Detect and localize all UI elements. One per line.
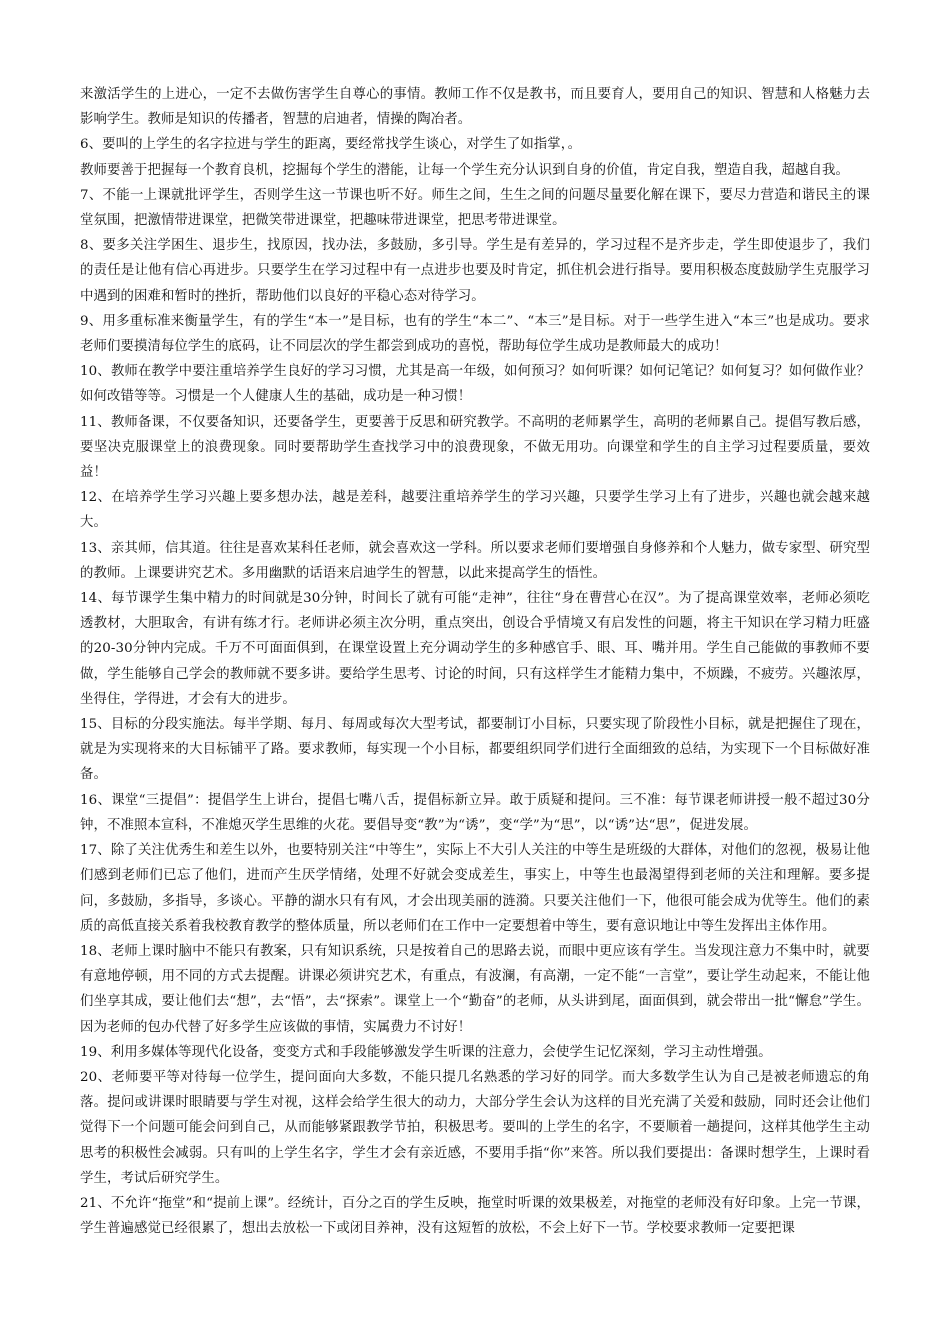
paragraph-item-17: 17、除了关注优秀生和差生以外，也要特别关注“中等生”，实际上不大引人关注的中等生是班级的大群体，对他们的忽视，极易让他们感到老师们已忘了他们，进而产生厌学情绪，处理不好就会变成差生，事实上，中等生也最渴望得到老师的关注和理解。要多提问，多鼓励，多指导，多谈心。平静的湖水只有有风，才会出现美丽的涟漪。只要关注他们一下，他很可能会成为优等生。他们的素质的高低直接关系着我校教育教学的整体质量，所以老师们在工作中一定要想着中等生，要有意识地让中等生发挥出主体作用。 <box>80 843 870 934</box>
paragraph-item-14: 14、每节课学生集中精力的时间就是30分钟，时间长了就有可能“走神”，往往“身在曹营心在汉”。为了提高课堂效率，老师必须吃透教材，大胆取舍，有讲有练才行。老师讲必须主次分明，重点突出，创设合乎情境又有启发性的问题，将主干知识在学习精力旺盛的20-30分钟内完成。千万不可面面俱到，在课堂设置上充分调动学生的多种感官手、眼、耳、嘴并用。学生自己能做的事教师不要做，学生能够自己学会的教师就不要多讲。要给学生思考、讨论的时间，只有这样学生才能精力集中，不烦躁，不疲劳。兴趣浓厚，坐得住，学得进，才会有大的进步。 <box>80 591 870 707</box>
paragraph-item-9: 9、用多重标准来衡量学生，有的学生“本一”是目标，也有的学生“本二”、“本三”是目标。对于一些学生进入“本三”也是成功。要求老师们要摸清每位学生的底码，让不同层次的学生都尝到成功的喜悦，帮助每位学生成功是教师最大的成功！ <box>80 313 870 355</box>
paragraph-item-19: 19、利用多媒体等现代化设备，变变方式和手段能够激发学生听课的注意力，会使学生记忆深刻，学习主动性增强。 <box>80 1044 772 1060</box>
paragraph-item-12: 12、在培养学生学习兴趣上要多想办法，越是差科，越要注重培养学生的学习兴趣，只要学生学习上有了进步，兴趣也就会越来越大。 <box>80 490 870 531</box>
paragraph-item-18: 18、老师上课时脑中不能只有教案，只有知识系统，只是按着自己的思路去说，而眼中更应该有学生。当发现注意力不集中时，就要有意地停顿，用不同的方式去提醒。讲课必须讲究艺术，有重点，有波澜，有高潮，一定不能“一言堂”，要让学生动起来，不能让他们坐享其成，要让他们去“想”，去“悟”，去“探索”。课堂上一个“勤奋”的老师，从头讲到尾，面面俱到，就会带出一批“懈怠”学生。因为老师的包办代替了好多学生应该做的事情，实属费力不讨好！ <box>80 943 870 1035</box>
paragraph-item-6-continued: 教师要善于把握每一个教育良机，挖掘每个学生的潜能，让每一个学生充分认识到自身的价值，肯定自我，塑造自我，超越自我。 <box>80 162 849 178</box>
paragraph-item-8: 8、要多关注学困生、退步生，找原因，找办法，多鼓励，多引导。学生是有差异的，学习过程不是齐步走，学生即使退步了，我们的责任是让他有信心再进步。只要学生在学习过程中有一点进步也要及时肯定，抓住机会进行指导。要用积极态度鼓励学生克服学习中遇到的困难和暂时的挫折，帮助他们以良好的平稳心态对待学习。 <box>80 238 870 304</box>
paragraph-item-15: 15、目标的分段实施法。每半学期、每月、每周或每次大型考试，都要制订小目标，只要实现了阶段性小目标，就是把握住了现在，就是为实现将来的大目标铺平了路。要求教师，每实现一个小目标，都要组织同学们进行全面细致的总结，为实现下一个目标做好准备。 <box>80 717 870 783</box>
paragraph-item-20: 20、老师要平等对待每一位学生，提问面向大多数，不能只提几名熟悉的学习好的同学。而大多数学生认为自己是被老师遗忘的角落。提问或讲课时眼睛要与学生对视，这样会给学生很大的动力，大部分学生会认为这样的目光充满了关爱和鼓励，同时还会让他们觉得下一个问题可能会问到自己，从而能够紧跟教学节拍，积极思考。要叫的上学生的名字，不要顺着一趟提问，这样其他学生主动思考的积极性会减弱。只有叫的上学生名字，学生才会有亲近感，不要用手指“你”来答。所以我们要提出：备课时想学生，上课时看学生，考试后研究学生。 <box>80 1069 870 1186</box>
paragraph-item-13: 13、亲其师，信其道。往往是喜欢某科任老师，就会喜欢这一学科。所以要求老师们要增强自身修养和个人魅力，做专家型、研究型的教师。上课要讲究艺术。多用幽默的话语来启迪学生的智慧，以此来提高学生的悟性。 <box>80 540 870 581</box>
paragraph-item-10: 10、教师在教学中要注重培养学生良好的学习习惯，尤其是高一年级，如何预习？如何听课？如何记笔记？如何复习？如何做作业？如何改错等等。习惯是一个人健康人生的基础，成功是一种习惯！ <box>80 364 870 405</box>
paragraph-item-16: 16、课堂“三提倡”：提倡学生上讲台，提倡七嘴八舌，提倡标新立异。敢于质疑和提问。三不准：每节课老师讲授一般不超过30分钟，不准照本宣科，不准熄灭学生思维的火花。要倡导变“教”为“诱”，变“学”为“思”，以“诱”达“思”，促进发展。 <box>80 792 870 833</box>
paragraph-item-11: 11、教师备课，不仅要备知识，还要备学生，更要善于反思和研究教学。不高明的老师累学生，高明的老师累自己。提倡写教后感，要坚决克服课堂上的浪费现象。同时要帮助学生查找学习中的浪费现象，不做无用功。向课堂和学生的自主学习过程要质量，要效益！ <box>80 414 870 481</box>
paragraph-item-6: 6、要叫的上学生的名字拉进与学生的距离，要经常找学生谈心，对学生了如指掌，。 <box>80 137 582 153</box>
paragraph-item-7: 7、不能一上课就批评学生，否则学生这一节课也听不好。师生之间，生生之间的问题尽量要化解在课下，要尽力营造和谐民主的课堂氛围，把激情带进课堂，把微笑带进课堂，把趣味带进课堂，把思考带进课堂。 <box>80 187 870 229</box>
paragraph-item-21: 21、不允许“拖堂”和“提前上课”。经统计，百分之百的学生反映，拖堂时听课的效果极差，对拖堂的老师没有好印象。上完一节课，学生普遍感觉已经很累了，想出去放松一下或闭目养神，没有这短暂的放松，不会上好下一节。学校要求教师一定要把课 <box>80 1195 870 1237</box>
paragraph-intro-continuation: 来激活学生的上进心，一定不去做伤害学生自尊心的事情。教师工作不仅是教书，而且要育人，要用自己的知识、智慧和人格魅力去影响学生。教师是知识的传播者，智慧的启迪者，情操的陶冶者。 <box>80 87 870 128</box>
